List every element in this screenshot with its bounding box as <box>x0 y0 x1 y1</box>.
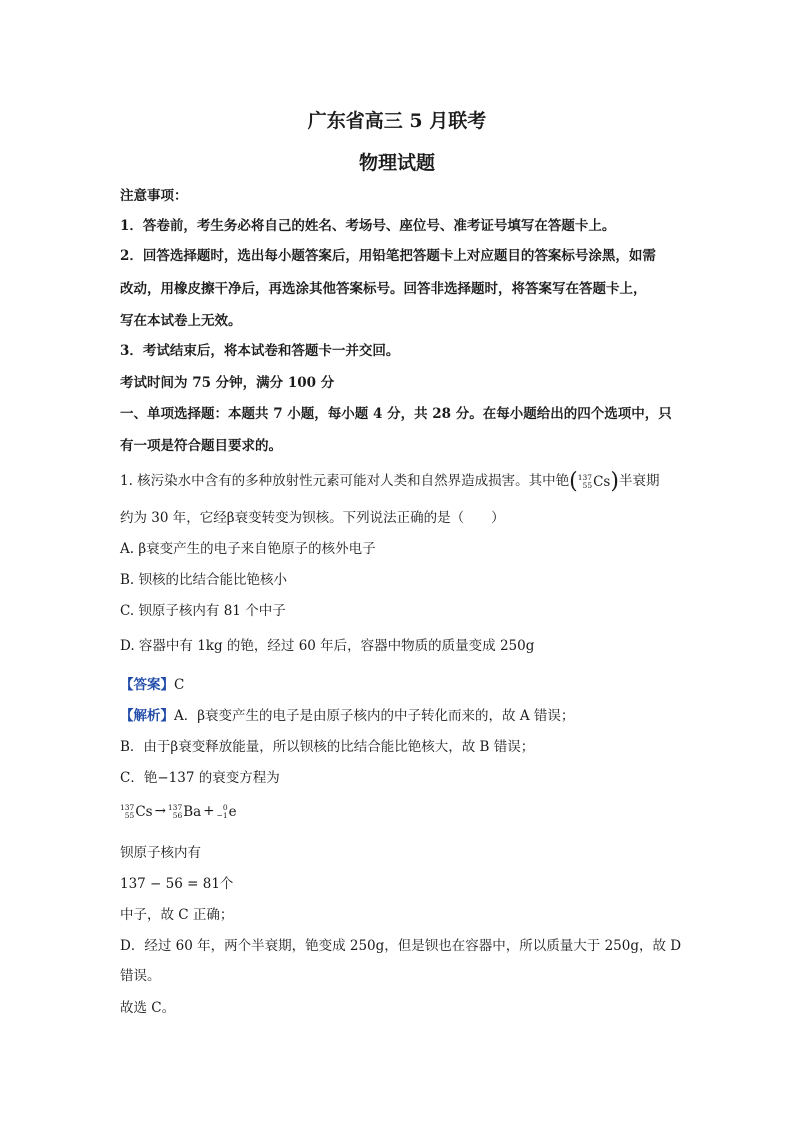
analysis-final: 故选 C。 <box>120 1000 176 1016</box>
exam-title: 广东省高三 5 月联考 <box>307 110 487 132</box>
eq-ba-symbol: Ba <box>183 803 202 820</box>
option-c: C. 钡原子核内有 81 个中子 <box>120 603 286 619</box>
notes-line-2: 2．回答选择题时，选出每小题答案后，用铅笔把答题卡上对应题目的答案标号涂黑，如需 <box>120 248 656 264</box>
question-stem-text-a: 1. 核污染水中含有的多种放射性元素可能对人类和自然界造成损害。其中铯 <box>120 473 570 489</box>
analysis-line-d2: 错误。 <box>120 968 161 984</box>
analysis-line-c3: 137 − 56 = 81个 <box>120 876 234 892</box>
analysis-line-c: C．铯−137 的衰变方程为 <box>120 770 280 786</box>
answer-tag: 【答案】 <box>120 677 174 693</box>
notes-heading: 注意事项： <box>120 188 188 204</box>
notes-line-5: 3．考试结束后，将本试卷和答题卡一并交回。 <box>120 343 400 359</box>
question-1-stem <box>120 468 660 494</box>
answer-value: C <box>174 677 185 693</box>
option-b: B. 钡核的比结合能比铯核小 <box>120 572 288 588</box>
exam-time: 考试时间为 75 分钟，满分 100 分 <box>120 375 335 391</box>
eq-electron <box>217 802 237 822</box>
option-a: A. β衰变产生的电子来自铯原子的核外电子 <box>120 541 376 557</box>
eq-ba-mass: 137 <box>167 802 183 812</box>
section-heading-line-2: 有一项是符合题目要求的。 <box>120 438 282 454</box>
eq-e-symbol: e <box>228 803 237 820</box>
analysis-tag: 【解析】 <box>120 708 174 724</box>
eq-ba-atomic: 56 <box>172 810 183 820</box>
eq-barium <box>168 802 201 822</box>
left-paren: ( <box>569 468 578 494</box>
eq-e-atomic: −1 <box>216 810 228 820</box>
notes-line-4: 写在本试卷上无效。 <box>120 313 242 329</box>
cesium-isotope-numbers <box>578 474 592 490</box>
analysis-line-c2: 钡原子核内有 <box>120 845 201 861</box>
question-stem-text-b: 半衰期 <box>618 473 660 489</box>
analysis-line-b: B．由于β衰变释放能量，所以钡核的比结合能比铯核大，故 B 错误； <box>120 739 535 755</box>
analysis-line-a <box>120 706 574 726</box>
cesium-symbol: Cs <box>593 473 611 490</box>
eq-arrow: → <box>154 803 166 819</box>
cesium-mass-number: 137 <box>577 472 593 482</box>
analysis-line-c4: 中子，故 C 正确； <box>120 907 234 923</box>
notes-line-3: 改动，用橡皮擦干净后，再选涂其他答案标号。回答非选择题时，将答案写在答题卡上， <box>120 281 647 297</box>
cesium-nuclide <box>569 468 619 494</box>
analysis-a-text: A．β衰变产生的电子是由原子核内的中子转化而来的，故 A 错误； <box>174 708 575 724</box>
decay-equation <box>120 801 237 822</box>
cesium-atomic-number: 55 <box>582 480 593 490</box>
section-heading-line-1: 一、单项选择题：本题共 7 小题，每小题 4 分，共 28 分。在每小题给出的四个选项中，只 <box>120 406 672 422</box>
option-d: D. 容器中有 1kg 的铯，经过 60 年后，容器中物质的质量变成 250g <box>120 638 535 654</box>
eq-cs-atomic: 55 <box>124 810 135 820</box>
eq-cesium <box>120 802 153 822</box>
answer-line <box>120 675 184 695</box>
eq-cs-mass: 137 <box>120 802 135 812</box>
eq-e-mass: 0 <box>222 802 228 812</box>
question-1-stem-line-2: 约为 30 年，它经β衰变转变为钡核。下列说法正确的是（ ） <box>120 510 505 526</box>
analysis-line-d1: D．经过 60 年，两个半衰期，铯变成 250g，但是钡也在容器中，所以质量大于 250g，故 D <box>120 938 682 954</box>
exam-subject: 物理试题 <box>358 152 435 174</box>
notes-line-1: 1．答卷前，考生务必将自己的姓名、考场号、座位号、准考证号填写在答题卡上。 <box>120 218 616 234</box>
eq-plus: + <box>203 803 215 819</box>
eq-cs-symbol: Cs <box>135 803 153 820</box>
right-paren: ) <box>610 468 619 494</box>
